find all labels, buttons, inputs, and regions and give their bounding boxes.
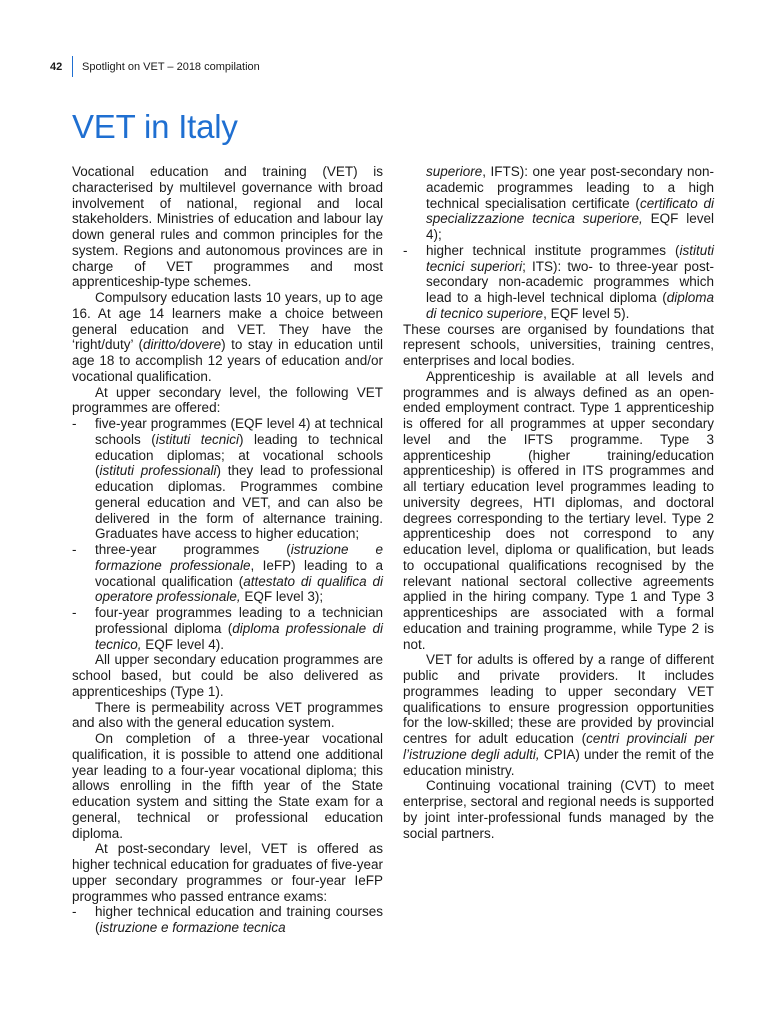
paragraph: Compulsory education lasts 10 years, up to age 16. At age 14 learners make a choice between general education and VET. They have the ‘right/duty’ (diritto/dovere) to stay in education until age 18 to accomplish 12 years of education and/or vocational qualification. bbox=[72, 290, 383, 384]
list-item: - higher technical education and training courses (istruzione e formazione tecnica bbox=[72, 904, 383, 935]
page-title: VET in Italy bbox=[72, 108, 238, 145]
paragraph: These courses are organised by foundations that represent schools, universities, training centres, enterprises and local bodies. bbox=[403, 321, 714, 368]
running-title: Spotlight on VET – 2018 compilation bbox=[82, 61, 260, 73]
list-item: - five-year programmes (EQF level 4) at technical schools (istituti tecnici) leading to technical education diplomas; at vocational schools (istituti professionali) they lead to professional education diplomas. Programmes combine general education and VET, and can also be delivered in the form of alternance training. Graduates have access to higher education; bbox=[72, 416, 383, 542]
list-item: - higher technical institute programmes (istituti tecnici superiori; ITS): two- to three-year post-secondary non-academic programmes which lead to a high-level technical diploma (diploma di tecnico superiore, EQF level 5). bbox=[403, 242, 714, 321]
left-column bbox=[72, 164, 383, 936]
paragraph: VET for adults is offered by a range of different public and private providers. It includes programmes leading to upper secondary VET qualifications to ensure progression opportunities for the low-skilled; these are provided by provincial centres for adult education (centri provinciali per l’istruzione degli adulti, CPIA) under the remit of the education ministry. bbox=[403, 652, 714, 778]
right-column bbox=[403, 164, 714, 841]
paragraph: Vocational education and training (VET) is characterised by multilevel governance with broad involvement of national, regional and local stakeholders. Ministries of education and labour lay down general rules and common principles for the system. Regions and autonomous provinces are in charge of VET programmes and most apprenticeship-type schemes. bbox=[72, 164, 383, 290]
paragraph: On completion of a three-year vocational qualification, it is possible to attend one additional year leading to a four-year vocational diploma; this allows enrolling in the fifth year of the State education system and sitting the State exam for a general, technical or professional education diploma. bbox=[72, 731, 383, 841]
list-item: - three-year programmes (istruzione e formazione professionale, IeFP) leading to a vocational qualification (attestato di qualifica di operatore professionale, EQF level 3); bbox=[72, 542, 383, 605]
paragraph: At post-secondary level, VET is offered as higher technical education for graduates of five-year upper secondary programmes or four-year IeFP programmes who passed entrance exams: bbox=[72, 841, 383, 904]
paragraph: At upper secondary level, the following VET programmes are offered: bbox=[72, 384, 383, 416]
paragraph: There is permeability across VET programmes and also with the general education system. bbox=[72, 699, 383, 731]
paragraph: Continuing vocational training (CVT) to meet enterprise, sectoral and regional needs is supported by joint inter-professional funds managed by the social partners. bbox=[403, 778, 714, 841]
page-number: 42 bbox=[50, 61, 63, 73]
paragraph: All upper secondary education programmes are school based, but could be also delivered as apprenticeships (Type 1). bbox=[72, 652, 383, 699]
header-divider bbox=[72, 56, 73, 77]
paragraph: Apprenticeship is available at all levels and programmes and is always defined as an open-ended employment contract. Type 1 apprenticeship is offered for all programmes at upper secondary level and the IFTS programme. Type 3 apprenticeship (higher training/education apprenticeship) is offered in ITS programmes and all tertiary education level programmes leading to university degrees, HTI diplomas, and doctoral degrees corresponding to the tertiary level. Type 2 apprenticeship does not correspond to any education level, diploma or qualification, but leads to occupational qualifications recognised by the relevant national sectoral collective agreements applied in the hiring company. Type 1 and Type 3 apprenticeships are associated with a formal education and training programme, while Type 2 is not. bbox=[403, 368, 714, 652]
list-item-continuation: superiore, IFTS): one year post-secondary non-academic programmes leading to a high technical specialisation certificate (certificato di specializzazione tecnica superiore, EQF level 4); bbox=[426, 164, 714, 242]
list-item: - four-year programmes leading to a technician professional diploma (diploma professionale di tecnico, EQF level 4). bbox=[72, 605, 383, 652]
